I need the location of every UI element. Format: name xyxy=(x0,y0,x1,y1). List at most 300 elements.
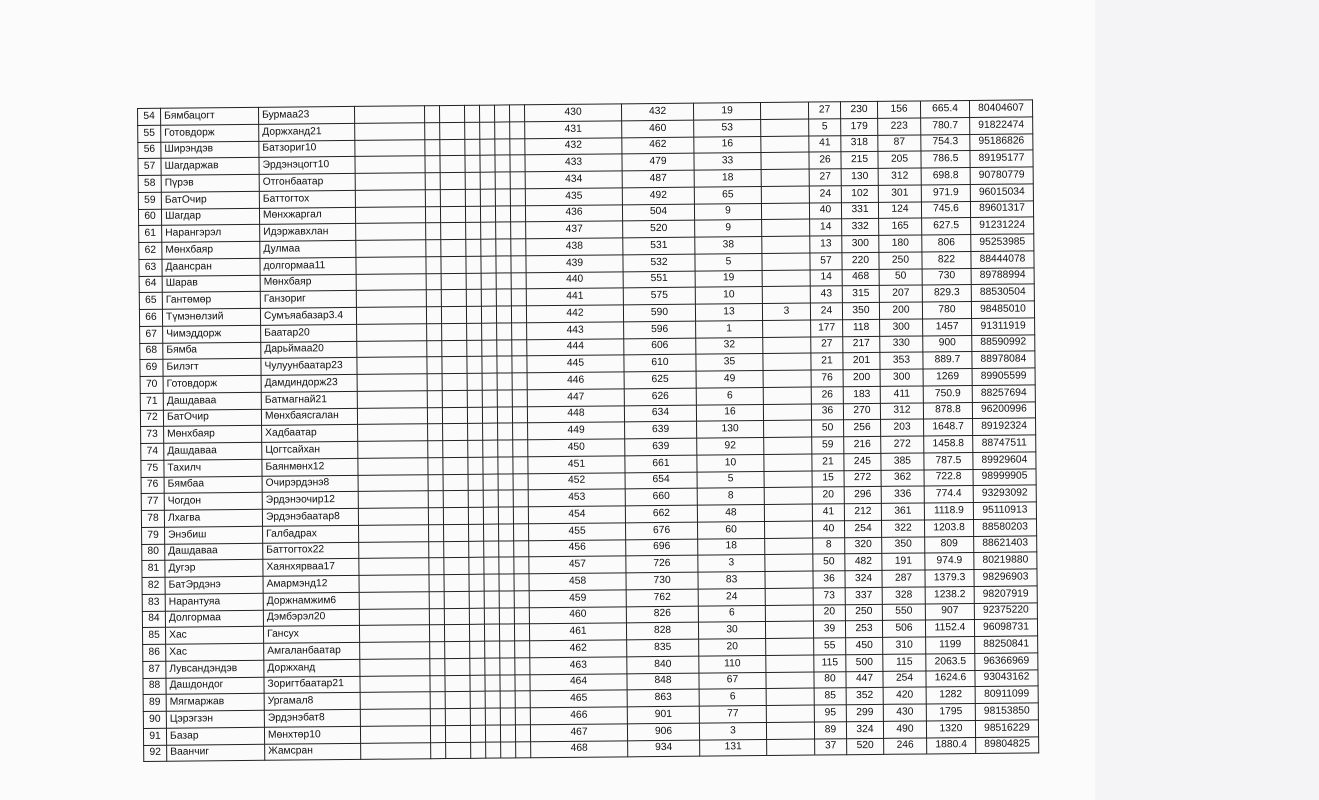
blank-cell xyxy=(359,591,429,608)
phone-number: 98207919 xyxy=(974,586,1037,603)
blank-cell xyxy=(359,524,429,541)
value-f: 203 xyxy=(881,419,924,436)
value-b: 19 xyxy=(693,103,760,120)
value-c xyxy=(765,538,813,555)
blank-cell xyxy=(480,189,495,206)
blank-cell xyxy=(444,591,469,608)
value-c xyxy=(762,286,810,303)
blank-cell xyxy=(425,173,440,190)
value-b: 10 xyxy=(697,454,764,471)
blank-cell xyxy=(511,222,526,239)
row-number: 76 xyxy=(141,477,164,494)
blank-cell xyxy=(469,574,484,591)
person-name: Ширэндэв xyxy=(161,141,259,159)
blank-cell xyxy=(441,256,466,273)
blank-cell xyxy=(513,507,528,524)
reg-number: 445 xyxy=(527,355,624,373)
blank-cell xyxy=(511,289,526,306)
value-b: 3 xyxy=(698,555,765,572)
person-name: Бямбаа xyxy=(164,476,262,494)
total-value: 1379.3 xyxy=(925,569,974,586)
total-value: 780.7 xyxy=(921,117,970,134)
value-d: 8 xyxy=(813,537,845,554)
total-value: 1458.8 xyxy=(924,435,973,452)
blank-cell xyxy=(425,122,440,139)
blank-cell xyxy=(431,742,446,759)
blank-cell xyxy=(468,490,483,507)
value-a: 661 xyxy=(625,455,697,472)
reg-number: 434 xyxy=(525,171,622,189)
blank-cell xyxy=(426,307,441,324)
blank-cell xyxy=(442,340,467,357)
blank-cell xyxy=(509,105,524,122)
phone-number: 93043162 xyxy=(975,669,1038,686)
blank-cell xyxy=(443,424,468,441)
blank-cell xyxy=(440,139,465,156)
blank-cell xyxy=(430,675,445,692)
blank-cell xyxy=(429,558,444,575)
value-f: 336 xyxy=(881,486,924,503)
value-f: 362 xyxy=(881,469,924,486)
blank-cell xyxy=(354,106,424,123)
row-number: 79 xyxy=(142,527,165,544)
value-d: 37 xyxy=(815,738,847,755)
value-f: 124 xyxy=(878,201,921,218)
value-c xyxy=(761,186,809,203)
person-name: Дашдаваа xyxy=(165,543,263,561)
blank-cell xyxy=(444,524,469,541)
row-number: 81 xyxy=(142,561,165,578)
value-b: 92 xyxy=(697,437,764,454)
row-number: 87 xyxy=(143,661,166,678)
blank-cell xyxy=(514,574,529,591)
phone-number: 91311919 xyxy=(972,318,1035,335)
value-b: 60 xyxy=(697,521,764,538)
person-name: Нарантуяа xyxy=(165,593,263,611)
blank-cell xyxy=(425,139,440,156)
person-name: Мөнхбаяр xyxy=(164,426,262,444)
total-value: 889.7 xyxy=(923,352,972,369)
person-name: Бямбацогт xyxy=(161,107,259,125)
row-number: 58 xyxy=(138,175,161,192)
value-d: 5 xyxy=(809,118,841,135)
parent-name: Отгонбаатар xyxy=(259,173,355,191)
row-number: 67 xyxy=(140,326,163,343)
blank-cell xyxy=(424,106,439,123)
blank-cell xyxy=(355,139,425,156)
blank-cell xyxy=(360,692,430,709)
blank-cell xyxy=(480,155,495,172)
blank-cell xyxy=(485,725,500,742)
total-value: 900 xyxy=(923,335,972,352)
person-name: Дашдаваа xyxy=(163,392,261,410)
blank-cell xyxy=(465,155,480,172)
value-a: 639 xyxy=(625,438,697,455)
blank-cell xyxy=(361,742,431,759)
blank-cell xyxy=(499,591,514,608)
blank-cell xyxy=(496,239,511,256)
value-f: 328 xyxy=(882,587,925,604)
value-b: 131 xyxy=(700,739,767,756)
blank-cell xyxy=(481,289,496,306)
blank-cell xyxy=(430,725,445,742)
blank-cell xyxy=(512,356,527,373)
blank-cell xyxy=(510,138,525,155)
blank-cell xyxy=(357,323,427,340)
reg-number: 458 xyxy=(529,573,626,591)
value-f: 50 xyxy=(879,268,922,285)
parent-name: Баатар20 xyxy=(261,324,357,342)
reg-number: 446 xyxy=(527,372,624,390)
value-f: 191 xyxy=(882,553,925,570)
blank-cell xyxy=(514,524,529,541)
value-d: 24 xyxy=(810,303,842,320)
reg-number: 453 xyxy=(528,489,625,507)
blank-cell xyxy=(467,373,482,390)
value-a: 575 xyxy=(623,287,695,304)
blank-cell xyxy=(483,474,498,491)
blank-cell xyxy=(441,239,466,256)
person-name: Гантөмөр xyxy=(162,292,260,310)
blank-cell xyxy=(498,507,513,524)
reg-number: 463 xyxy=(530,657,627,675)
value-f: 385 xyxy=(881,453,924,470)
value-e: 256 xyxy=(844,420,881,437)
value-d: 40 xyxy=(809,202,841,219)
value-a: 863 xyxy=(627,689,699,706)
person-name: Түмэнөлзий xyxy=(162,308,260,326)
value-f: 411 xyxy=(880,386,923,403)
value-b: 3 xyxy=(699,722,766,739)
value-f: 330 xyxy=(880,335,923,352)
blank-cell xyxy=(356,240,426,257)
row-number: 66 xyxy=(139,309,162,326)
person-name: Шарав xyxy=(162,275,260,293)
blank-cell xyxy=(358,491,428,508)
blank-cell xyxy=(358,424,428,441)
value-a: 532 xyxy=(623,254,695,271)
total-value: 809 xyxy=(925,536,974,553)
total-value: 786.5 xyxy=(921,151,970,168)
blank-cell xyxy=(355,206,425,223)
value-d: 55 xyxy=(814,638,846,655)
value-c xyxy=(764,471,812,488)
blank-cell xyxy=(497,406,512,423)
person-name: Цэрэгзэн xyxy=(166,710,264,728)
phone-number: 98516229 xyxy=(975,720,1038,737)
parent-name: Жамсран xyxy=(265,743,361,761)
blank-cell xyxy=(485,658,500,675)
person-name: Бямба xyxy=(163,342,261,360)
phone-number: 89195177 xyxy=(970,150,1033,167)
value-d: 80 xyxy=(814,671,846,688)
phone-number: 80219880 xyxy=(974,552,1037,569)
parent-name: Идэржавхлан xyxy=(260,224,356,242)
blank-cell xyxy=(480,122,495,139)
value-b: 16 xyxy=(694,136,761,153)
parent-name: Дэмбэрэл20 xyxy=(263,609,359,627)
blank-cell xyxy=(485,691,500,708)
blank-cell xyxy=(498,423,513,440)
value-e: 250 xyxy=(845,604,882,621)
person-name: БатОчир xyxy=(161,191,259,209)
blank-cell xyxy=(360,675,430,692)
person-name: БатОчир xyxy=(163,409,261,427)
value-e: 447 xyxy=(846,671,883,688)
blank-cell xyxy=(497,356,512,373)
blank-cell xyxy=(498,473,513,490)
value-a: 848 xyxy=(627,673,699,690)
total-value: 1199 xyxy=(926,636,975,653)
value-c xyxy=(761,119,809,136)
blank-cell xyxy=(425,156,440,173)
blank-cell xyxy=(480,172,495,189)
parent-name: Баттогтох xyxy=(259,190,355,208)
value-a: 654 xyxy=(625,472,697,489)
blank-cell xyxy=(499,540,514,557)
total-value: 1320 xyxy=(926,720,975,737)
phone-number: 88530504 xyxy=(971,284,1034,301)
phone-number: 89804825 xyxy=(976,736,1039,753)
blank-cell xyxy=(512,339,527,356)
blank-cell xyxy=(425,206,440,223)
blank-cell xyxy=(428,508,443,525)
value-e: 468 xyxy=(842,269,879,286)
row-number: 90 xyxy=(143,711,166,728)
blank-cell xyxy=(426,290,441,307)
phone-number: 88590992 xyxy=(972,334,1035,351)
blank-cell xyxy=(429,608,444,625)
value-c xyxy=(760,102,808,119)
value-c: 3 xyxy=(762,303,810,320)
blank-cell xyxy=(446,742,471,759)
blank-cell xyxy=(495,189,510,206)
total-value: 806 xyxy=(922,235,971,252)
blank-cell xyxy=(497,339,512,356)
blank-cell xyxy=(445,692,470,709)
phone-number: 88621403 xyxy=(974,535,1037,552)
blank-cell xyxy=(357,407,427,424)
blank-cell xyxy=(467,390,482,407)
value-f: 353 xyxy=(880,352,923,369)
person-name: Хас xyxy=(165,627,263,645)
blank-cell xyxy=(466,289,481,306)
value-a: 840 xyxy=(627,656,699,673)
total-value: 1269 xyxy=(923,368,972,385)
blank-cell xyxy=(426,256,441,273)
phone-number: 91822474 xyxy=(970,117,1033,134)
blank-cell xyxy=(496,222,511,239)
blank-cell xyxy=(484,624,499,641)
total-value: 754.3 xyxy=(921,134,970,151)
blank-cell xyxy=(485,675,500,692)
reg-number: 437 xyxy=(526,221,623,239)
blank-cell xyxy=(443,507,468,524)
parent-name: Баянмөнх12 xyxy=(262,458,358,476)
value-c xyxy=(763,337,811,354)
blank-cell xyxy=(466,256,481,273)
reg-number: 430 xyxy=(524,104,621,122)
value-a: 934 xyxy=(628,740,700,757)
row-number: 92 xyxy=(144,745,167,762)
value-e: 350 xyxy=(842,302,879,319)
parent-name: Баттогтох22 xyxy=(263,542,359,560)
phone-number: 90780779 xyxy=(970,167,1033,184)
total-value: 745.6 xyxy=(921,201,970,218)
blank-cell xyxy=(483,457,498,474)
value-f: 490 xyxy=(883,721,926,738)
reg-number: 436 xyxy=(525,204,622,222)
total-value: 698.8 xyxy=(921,168,970,185)
person-name: Даансран xyxy=(162,258,260,276)
blank-cell xyxy=(471,742,486,759)
value-e: 500 xyxy=(846,654,883,671)
blank-cell xyxy=(357,374,427,391)
value-c xyxy=(761,169,809,186)
blank-cell xyxy=(442,357,467,374)
row-number: 88 xyxy=(143,678,166,695)
blank-cell xyxy=(441,290,466,307)
reg-number: 459 xyxy=(529,590,626,608)
blank-cell xyxy=(498,490,513,507)
value-d: 20 xyxy=(813,604,845,621)
parent-name: Эрдэнэочир12 xyxy=(262,492,358,510)
value-a: 634 xyxy=(624,405,696,422)
row-number: 64 xyxy=(139,276,162,293)
blank-cell xyxy=(515,658,530,675)
total-value: 1152.4 xyxy=(925,620,974,637)
blank-cell xyxy=(483,507,498,524)
blank-cell xyxy=(444,625,469,642)
value-c xyxy=(763,404,811,421)
value-f: 287 xyxy=(882,570,925,587)
blank-cell xyxy=(470,658,485,675)
phone-number: 80911099 xyxy=(975,686,1038,703)
total-value: 750.9 xyxy=(923,385,972,402)
blank-cell xyxy=(442,407,467,424)
parent-name: Мөнхжаргал xyxy=(259,207,355,225)
person-name: Шагдаржав xyxy=(161,158,259,176)
value-e: 296 xyxy=(844,487,881,504)
blank-cell xyxy=(500,658,515,675)
blank-cell xyxy=(484,557,499,574)
blank-cell xyxy=(469,557,484,574)
parent-name: Дамдиндорж23 xyxy=(261,374,357,392)
blank-cell xyxy=(357,340,427,357)
value-c xyxy=(764,521,812,538)
blank-cell xyxy=(483,490,498,507)
blank-cell xyxy=(360,725,430,742)
value-b: 20 xyxy=(699,638,766,655)
value-f: 361 xyxy=(881,503,924,520)
value-f: 312 xyxy=(880,402,923,419)
total-value: 2063.5 xyxy=(926,653,975,670)
row-number: 82 xyxy=(142,577,165,594)
blank-cell xyxy=(443,440,468,457)
total-value: 971.9 xyxy=(921,184,970,201)
row-number: 85 xyxy=(142,628,165,645)
parent-name: Зоригтбаатар21 xyxy=(264,676,360,694)
value-b: 18 xyxy=(698,538,765,555)
value-a: 906 xyxy=(627,723,699,740)
blank-cell xyxy=(514,540,529,557)
blank-cell xyxy=(480,206,495,223)
reg-number: 435 xyxy=(525,188,622,206)
blank-cell xyxy=(355,156,425,173)
value-d: 89 xyxy=(814,721,846,738)
person-name: БатЭрдэнэ xyxy=(165,576,263,594)
value-e: 179 xyxy=(841,118,878,135)
blank-cell xyxy=(498,457,513,474)
phone-number: 96098731 xyxy=(974,619,1037,636)
blank-cell xyxy=(430,642,445,659)
total-value: 774.4 xyxy=(924,486,973,503)
parent-name: Галбадрах xyxy=(263,525,359,543)
blank-cell xyxy=(483,423,498,440)
blank-cell xyxy=(465,139,480,156)
blank-cell xyxy=(510,189,525,206)
blank-cell xyxy=(515,725,530,742)
blank-cell xyxy=(360,642,430,659)
phone-number: 95186826 xyxy=(970,133,1033,150)
row-number: 60 xyxy=(138,209,161,226)
value-f: 430 xyxy=(883,704,926,721)
row-number: 86 xyxy=(143,644,166,661)
blank-cell xyxy=(439,105,464,122)
total-value: 1118.9 xyxy=(924,502,973,519)
value-e: 299 xyxy=(846,704,883,721)
value-c xyxy=(762,253,810,270)
value-f: 250 xyxy=(879,252,922,269)
blank-cell xyxy=(470,675,485,692)
row-number: 80 xyxy=(142,544,165,561)
reg-number: 432 xyxy=(525,137,622,155)
blank-cell xyxy=(359,541,429,558)
blank-cell xyxy=(430,692,445,709)
blank-cell xyxy=(497,390,512,407)
parent-name: Ганзориг xyxy=(260,291,356,309)
blank-cell xyxy=(481,256,496,273)
blank-cell xyxy=(482,340,497,357)
person-name: Готовдорж xyxy=(161,124,259,142)
person-name: Долгормаа xyxy=(165,610,263,628)
value-d: 14 xyxy=(810,269,842,286)
blank-cell xyxy=(426,223,441,240)
blank-cell xyxy=(515,674,530,691)
value-e: 320 xyxy=(845,537,882,554)
value-c xyxy=(766,722,814,739)
parent-name: Батмагнай21 xyxy=(261,391,357,409)
value-e: 482 xyxy=(845,554,882,571)
ledger-table xyxy=(137,99,1039,762)
value-d: 50 xyxy=(813,554,845,571)
blank-cell xyxy=(355,122,425,139)
phone-number: 92375220 xyxy=(974,602,1037,619)
blank-cell xyxy=(496,256,511,273)
value-c xyxy=(765,588,813,605)
person-name: Чогдон xyxy=(164,493,262,511)
value-a: 901 xyxy=(627,706,699,723)
value-a: 479 xyxy=(622,153,694,170)
value-d: 40 xyxy=(812,520,844,537)
value-a: 492 xyxy=(622,187,694,204)
parent-name: Мөнхтөр10 xyxy=(264,726,360,744)
total-value: 829.3 xyxy=(922,285,971,302)
value-e: 315 xyxy=(842,286,879,303)
total-value: 878.8 xyxy=(923,402,972,419)
blank-cell xyxy=(479,105,494,122)
value-a: 730 xyxy=(626,572,698,589)
